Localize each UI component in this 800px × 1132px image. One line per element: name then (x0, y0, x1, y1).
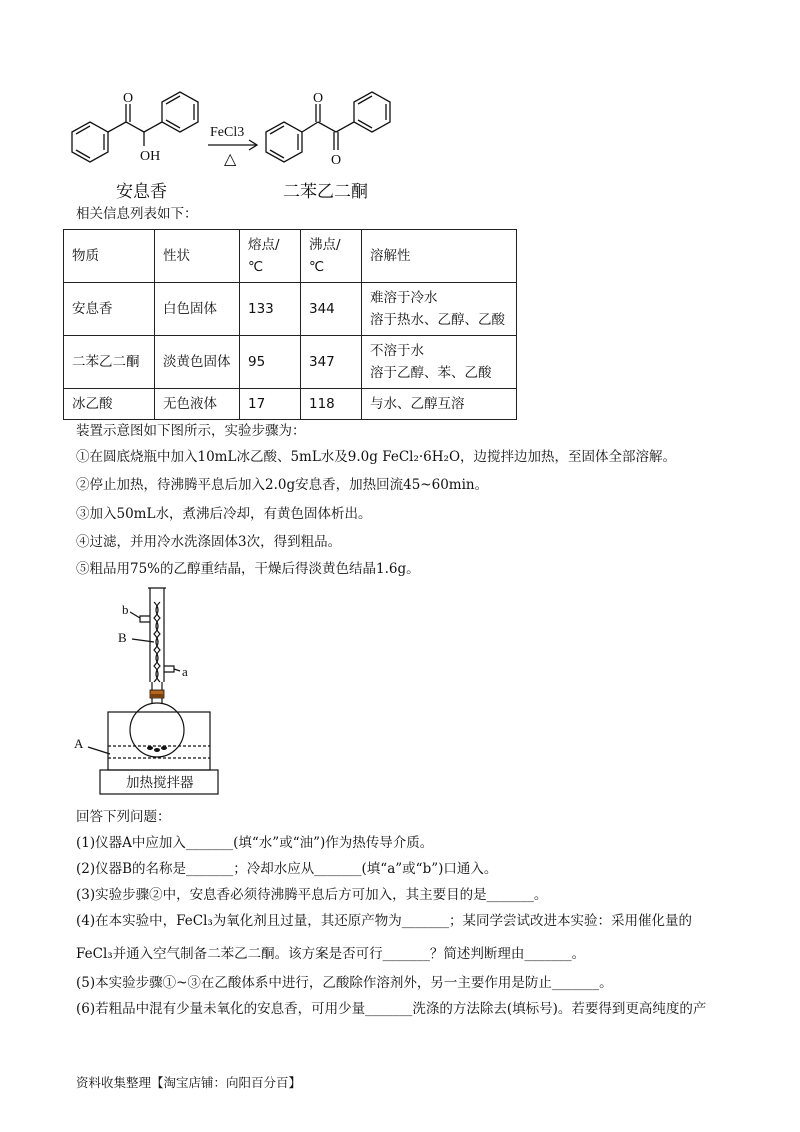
question-4: (4)在本实验中，FeCl₃为氧化剂且过量，其还原产物为_______；某同学尝试改进本实验：采用催化量的 (76, 913, 693, 929)
table-header-row (64, 230, 517, 283)
cell-name: 安息香 (64, 283, 155, 336)
port-b (140, 616, 150, 622)
cell-bp: 344 (301, 283, 362, 336)
condenser-label: B (118, 630, 127, 645)
carbonyl-o-label: O (123, 91, 134, 106)
benzene-ring-2 (162, 92, 198, 132)
footer-credit: 资料收集整理【淘宝店铺：向阳百分百】 (76, 1075, 302, 1090)
heating-bath (108, 712, 210, 770)
header-mp: 熔点/℃ (240, 230, 301, 283)
info-table (63, 229, 517, 420)
header-bp: 沸点/℃ (301, 230, 362, 283)
condition-label: △ (224, 151, 237, 168)
question-2: (2)仪器B的名称是_______；冷却水应从_______(填“a”或“b”)口通入。 (76, 861, 498, 877)
solubility-line-1: 与水、乙醇互溶 (370, 396, 465, 412)
cell-bp: 347 (301, 336, 362, 389)
benzene-ring-3 (266, 122, 302, 162)
cell-mp: 95 (240, 336, 301, 389)
reagent-label: FeCl3 (210, 125, 245, 140)
header-substance: 物质 (64, 230, 155, 283)
step-4: ④过滤，并用冷水洗涤固体3次，得到粗品。 (76, 534, 342, 550)
solubility-line-2: 溶于乙醇、苯、乙酸 (370, 365, 492, 381)
table-intro: 相关信息列表如下： (76, 206, 198, 222)
cell-state: 白色固体 (155, 283, 240, 336)
step-2: ②停止加热，待沸腾平息后加入2.0g安息香，加热回流45~60min。 (76, 477, 489, 493)
condenser (150, 588, 164, 682)
cell-solubility (362, 283, 517, 336)
step-5: ⑤粗品用75%的乙醇重结晶，干燥后得淡黄色结晶1.6g。 (76, 561, 420, 577)
reactant-name: 安息香 (116, 182, 167, 202)
table-row (64, 336, 517, 389)
benzene-ring-1 (72, 122, 108, 162)
product-o-label-1: O (313, 91, 324, 106)
step-3: ③加入50mL水，煮沸后冷却，有黄色固体析出。 (76, 506, 372, 522)
port-a-label: a (182, 664, 188, 679)
question-1: (1)仪器A中应加入_______(填“水”或“油”)作为热传导介质。 (76, 835, 434, 851)
product-name: 二苯乙二酮 (283, 182, 368, 202)
header-state: 性状 (155, 230, 240, 283)
hydroxyl-label: OH (140, 149, 161, 164)
solubility-line-1: 难溶于冷水 (370, 290, 438, 306)
solubility-line-1: 不溶于水 (370, 343, 424, 359)
cell-mp: 17 (240, 389, 301, 420)
cell-state: 淡黄色固体 (155, 336, 240, 389)
question-3: (3)实验步骤②中，安息香必须待沸腾平息后方可加入，其主要目的是_______。 (76, 887, 548, 903)
cell-name: 二苯乙二酮 (64, 336, 155, 389)
question-5: (5)本实验步骤①~③在乙酸体系中进行，乙酸除作溶剂外，另一主要作用是防止_______。 (76, 975, 613, 991)
questions-intro: 回答下列问题： (76, 809, 171, 825)
question-4-cont: FeCl₃并通入空气制备二苯乙二酮。该方案是否可行_______？简述判断理由_______。 (76, 946, 586, 962)
solubility-line-2: 溶于热水、乙醇、乙酸 (370, 312, 505, 328)
steps-intro: 装置示意图如下图所示，实验步骤为： (76, 423, 306, 439)
header-solubility: 溶解性 (362, 230, 517, 283)
cell-solubility (362, 389, 517, 420)
port-b-label: b (122, 602, 129, 617)
step-1: ①在圆底烧瓶中加入10mL冰乙酸、5mL水及9.0g FeCl₂·6H₂O，边搅拌边加热，至固体全部溶解。 (76, 449, 677, 465)
product-o-label-2: O (331, 153, 342, 168)
cell-bp: 118 (301, 389, 362, 420)
question-6: (6)若粗品中混有少量未氧化的安息香，可用少量_______洗涤的方法除去(填标号)。若要得到更高纯度的产 (76, 1001, 707, 1017)
port-a (164, 666, 174, 672)
table-row (64, 283, 517, 336)
benzene-ring-4 (354, 92, 390, 132)
cell-solubility (362, 336, 517, 389)
cell-name: 冰乙酸 (64, 389, 155, 420)
apparatus-diagram (70, 582, 230, 800)
bath-label: A (74, 736, 84, 751)
cell-state: 无色液体 (155, 389, 240, 420)
table-row (64, 389, 517, 420)
cell-mp: 133 (240, 283, 301, 336)
heater-label: 加热搅拌器 (126, 775, 194, 790)
